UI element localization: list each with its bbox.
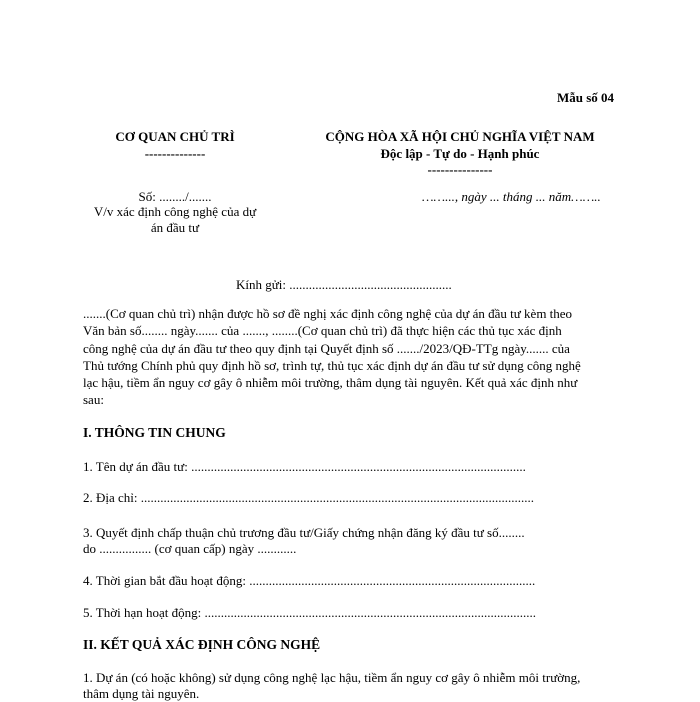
agency-name: CƠ QUAN CHỦ TRÌ: [115, 129, 235, 144]
intro-paragraph: [83, 305, 617, 409]
result-line-2: thâm dụng tài nguyên.: [83, 686, 200, 701]
intro-line: sau:: [83, 392, 104, 408]
project-name-field: 1. Tên dự án đầu tư: .......................................................................................................: [83, 459, 526, 474]
subject-line-2: án đầu tư: [150, 220, 200, 235]
form-number: Mẫu số 04: [557, 90, 615, 105]
section-1-heading: I. THÔNG TIN CHUNG: [83, 425, 226, 440]
national-divider: ---------------: [427, 162, 493, 177]
intro-line: .......(Cơ quan chủ trì) nhận được hồ sơ đề nghị xác định công nghệ của dự án đầu tư kèm theo: [83, 306, 573, 321]
intro-line: công nghệ của dự án đầu tư theo quy định tại Quyết định số ......./2023/QĐ-TTg ngày....... của: [83, 340, 570, 356]
section-2-heading: II. KẾT QUẢ XÁC ĐỊNH CÔNG NGHỆ: [83, 637, 321, 652]
date-line: ……..., ngày ... tháng ... năm……..: [422, 189, 601, 204]
address-field: 2. Địa chỉ: .........................................................................................................................: [83, 490, 535, 505]
result-line-1: 1. Dự án (có hoặc không) sử dụng công nghệ lạc hậu, tiềm ẩn nguy cơ gây ô nhiễm môi trường,: [83, 670, 581, 685]
intro-line: Thủ tướng Chính phủ quy định hồ sơ, trình tự, thủ tục xác định dự án đầu tư sử dụng công nghệ: [83, 357, 581, 373]
agency-divider: --------------: [144, 146, 206, 161]
recipient-line: Kính gửi: ..................................................: [236, 277, 452, 292]
intro-line: lạc hậu, tiềm ẩn nguy cơ gây ô nhiễm môi trường, thâm dụng tài nguyên. Kết quả xác định như: [83, 375, 578, 391]
subject-line-1: V/v xác định công nghệ của dự: [93, 204, 257, 219]
national-motto: Độc lập - Tự do - Hạnh phúc: [380, 146, 540, 161]
intro-line: Văn bản số........ ngày....... của ......., ........(Cơ quan chủ trì) đã thực hiện các thủ tục xác định: [83, 323, 562, 339]
investment-decision-line-1: 3. Quyết định chấp thuận chủ trương đầu tư/Giấy chứng nhận đăng ký đầu tư số........: [83, 525, 525, 540]
duration-field: 5. Thời hạn hoạt động: ......................................................................................................: [83, 605, 536, 620]
start-time-field: 4. Thời gian bắt đầu hoạt động: ........................................................................................: [83, 573, 536, 588]
investment-decision-line-2: do ................ (cơ quan cấp) ngày ............: [83, 541, 297, 556]
national-title: CỘNG HÒA XÃ HỘI CHỦ NGHĨA VIỆT NAM: [325, 129, 595, 144]
document-number: Số: ......../.......: [138, 189, 212, 204]
